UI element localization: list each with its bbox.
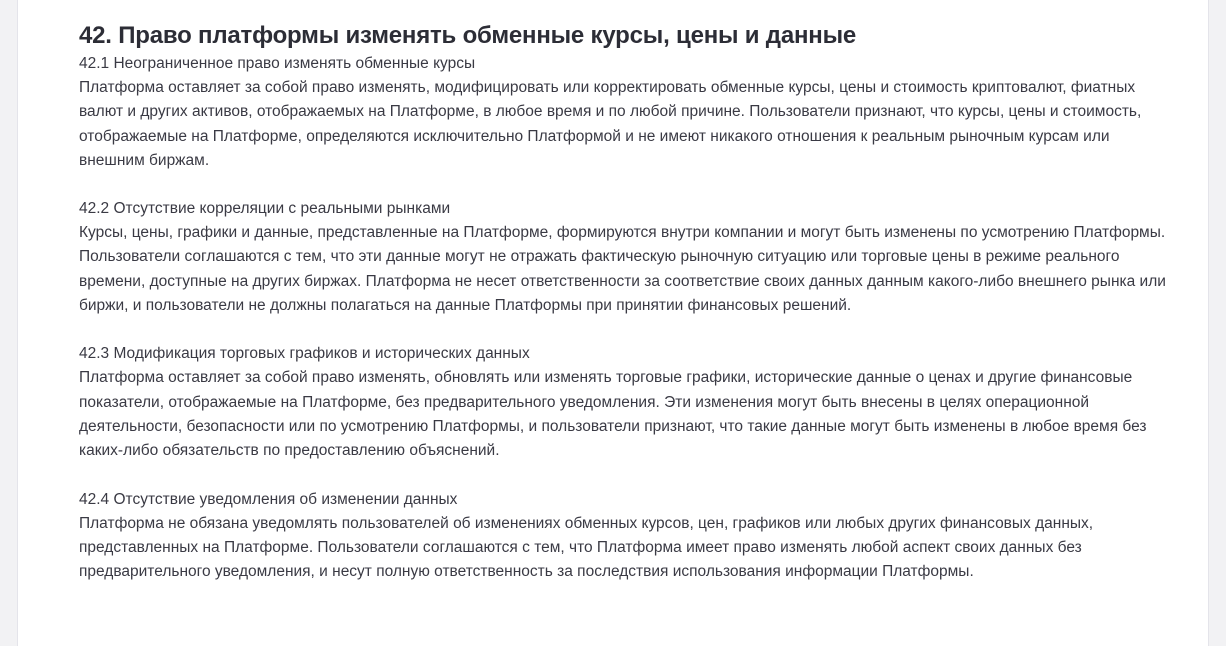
document-page	[17, 0, 1209, 646]
page-title: 42. Право платформы изменять обменные курсы, цены и данные	[79, 22, 857, 49]
section-body: Курсы, цены, графики и данные, представленные на Платформе, формируются внутри компании и могут быть изменены по усмотрению Платформы. Пользователи соглашаются с тем, что эти данные могут не отражать фактическую рыночную ситуацию или торговые цены в режиме реального времени, доступные на других биржах. Платформа не несет ответственности за соответствие своих данных данным какого-либо внешнего рынка или биржи, и пользователи не должны полагаться на данные Платформы при принятии финансовых решений.	[79, 224, 1166, 315]
section-heading: 42.2 Отсутствие корреляции с реальными рынками	[79, 200, 451, 218]
section-body: Платформа оставляет за собой право изменять, обновлять или изменять торговые графики, исторические данные о ценах и другие финансовые показатели, отображаемые на Платформе, без предварительного уведомления. Эти изменения могут быть внесены в целях операционной деятельности, безопасности или по усмотрению Платформы, и пользователи признают, что такие данные могут быть изменены в любое время без каких-либо обязательств по предоставлению объяснений.	[79, 369, 1147, 460]
section-heading: 42.1 Неограниченное право изменять обменные курсы	[79, 55, 476, 72]
section-body: Платформа не обязана уведомлять пользователей об изменениях обменных курсов, цен, графиков или любых других финансовых данных, представленных на Платформе. Пользователи соглашаются с тем, что Платформа имеет право изменять любой аспект своих данных без предварительного уведомления, и несут полную ответственность за последствия использования информации Платформы.	[79, 514, 1094, 581]
section-body: Платформа оставляет за собой право изменять, модифицировать или корректировать обменные курсы, цены и стоимость криптовалют, фиатных валют и других активов, отображаемых на Платформе, в любое время и по любой причине. Пользователи признают, что курсы, цены и стоимость, отображаемые на Платформе, определяются исключительно Платформой и не имеют никакого отношения к реальным рыночным курсам или внешним биржам.	[79, 79, 1142, 169]
section-42-4	[79, 488, 1169, 585]
section-heading: 42.3 Модификация торговых графиков и исторических данных	[79, 345, 530, 363]
section-42-3	[79, 342, 1169, 463]
section-heading: 42.4 Отсутствие уведомления об изменении данных	[79, 490, 458, 508]
document-content	[79, 20, 1169, 584]
section-42-1	[79, 52, 1169, 173]
section-42-2	[79, 197, 1169, 318]
